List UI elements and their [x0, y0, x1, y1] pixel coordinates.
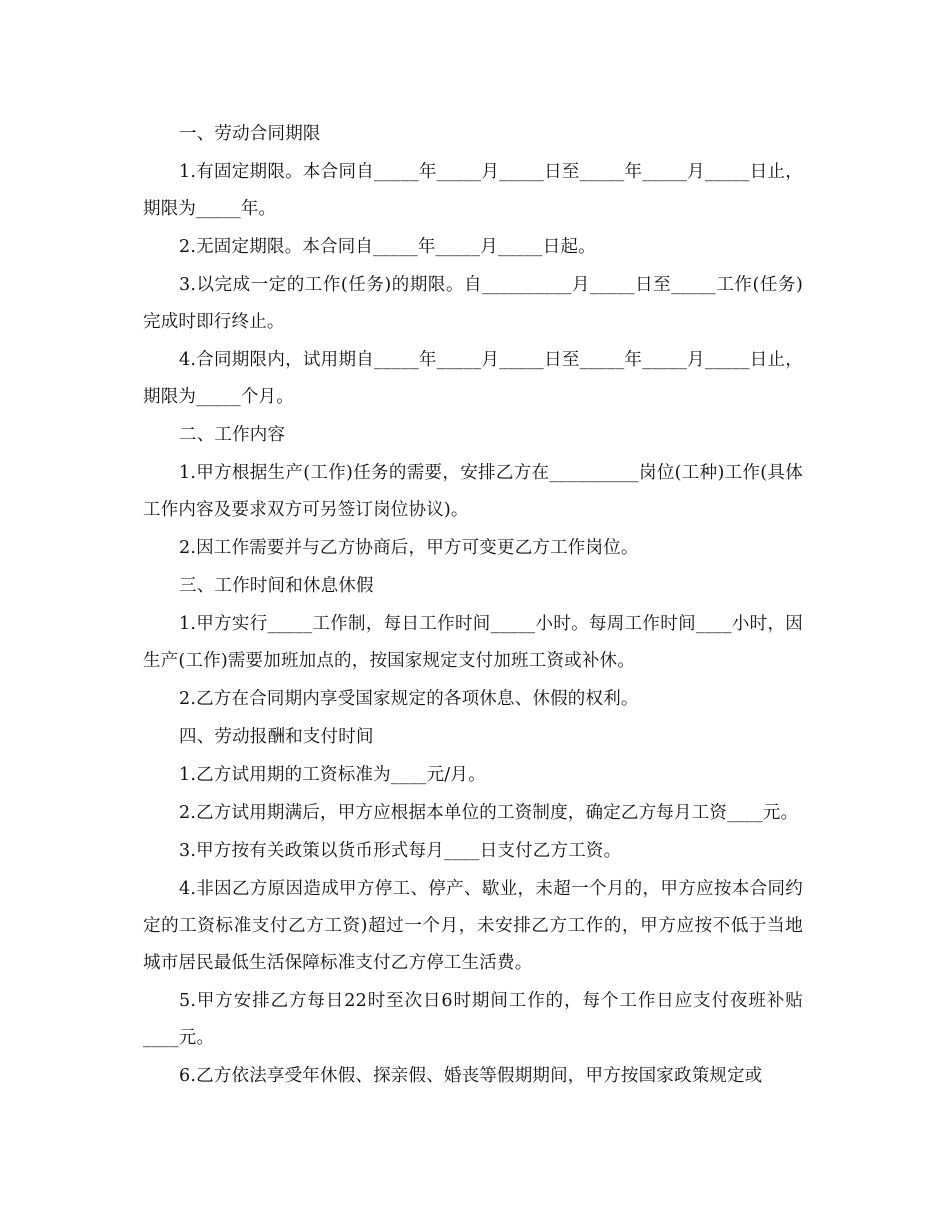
section-heading: 一、劳动合同期限 [179, 124, 321, 144]
paragraph: 1.甲方实行_____工作制，每日工作时间_____小时。每周工作时间____小时，因生产(工作)需要加班加点的，按国家规定支付加班工资或补休。 [143, 614, 803, 671]
paragraph: 1.有固定期限。本合同自_____年_____月_____日至_____年_____月_____日止，期限为_____年。 [143, 162, 803, 219]
paragraph: 2.无固定期限。本合同自_____年_____月_____日起。 [179, 237, 596, 257]
paragraph: 2.乙方试用期满后，甲方应根据本单位的工资制度，确定乙方每月工资____元。 [179, 803, 799, 823]
contract-text [143, 116, 803, 1096]
paragraph: 4.非因乙方原因造成甲方停工、停产、歇业，未超一个月的，甲方应按本合同约定的工资标准支付乙方工资)超过一个月，未安排乙方工作的，甲方应按不低于当地城市居民最低生活保障标准支付乙方停工生活费。 [143, 879, 803, 973]
section-heading: 三、工作时间和休息休假 [179, 576, 374, 596]
paragraph: 1.甲方根据生产(工作)任务的需要，安排乙方在__________岗位(工种)工作(具体工作内容及要求双方可另签订岗位协议)。 [143, 463, 803, 520]
paragraph: 2.乙方在合同期内享受国家规定的各项休息、休假的权利。 [179, 689, 639, 709]
section-heading: 四、劳动报酬和支付时间 [179, 727, 374, 747]
paragraph: 3.以完成一定的工作(任务)的期限。自__________月_____日至_____工作(任务)完成时即行终止。 [143, 275, 803, 332]
paragraph: 3.甲方按有关政策以货币形式每月____日支付乙方工资。 [179, 841, 622, 861]
paragraph: 6.乙方依法享受年休假、探亲假、婚丧等假期期间，甲方按国家政策规定或 [179, 1066, 763, 1086]
paragraph: 2.因工作需要并与乙方协商后，甲方可变更乙方工作岗位。 [179, 538, 639, 558]
paragraph: 5.甲方安排乙方每日22时至次日6时期间工作的，每个工作日应支付夜班补贴____元。 [143, 991, 803, 1048]
section-heading: 二、工作内容 [179, 425, 286, 445]
paragraph: 1.乙方试用期的工资标准为____元/月。 [179, 765, 486, 785]
paragraph: 4.合同期限内，试用期自_____年_____月_____日至_____年_____月_____日止，期限为_____个月。 [143, 350, 803, 407]
